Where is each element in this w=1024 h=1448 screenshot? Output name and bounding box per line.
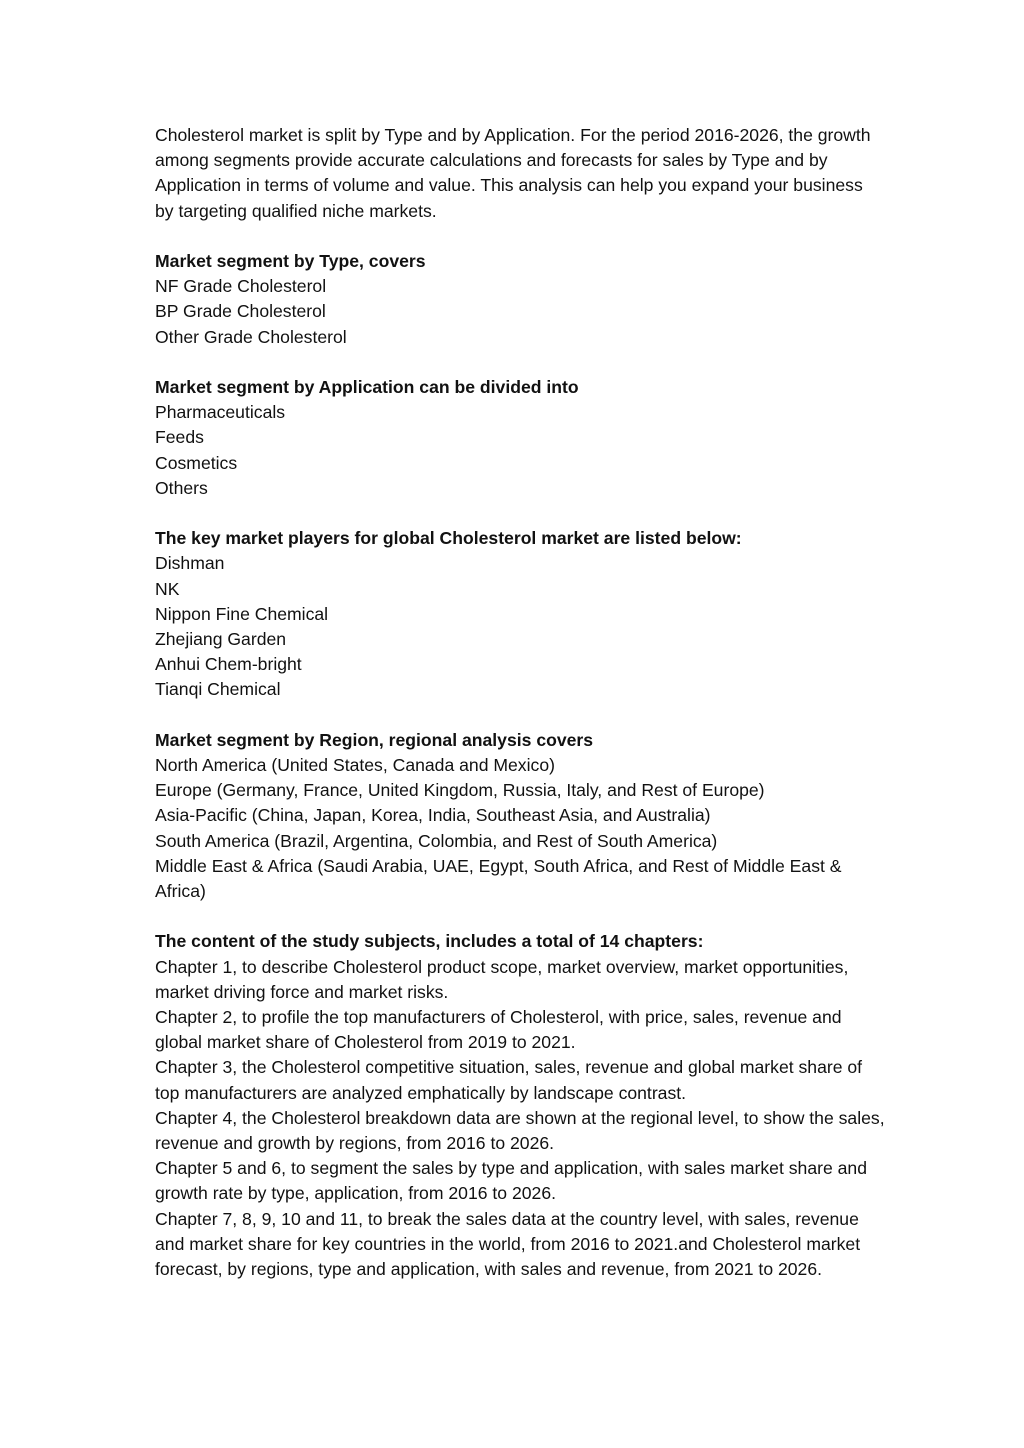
region-heading: Market segment by Region, regional analysis covers: [155, 729, 594, 750]
list-item: North America (United States, Canada and Mexico): [155, 755, 555, 776]
list-item: NF Grade Cholesterol: [155, 276, 327, 297]
list-item: Feeds: [155, 427, 204, 448]
list-item: Nippon Fine Chemical: [155, 603, 329, 624]
players-section: [155, 526, 885, 702]
list-item: Chapter 2, to profile the top manufacturers of Cholesterol, with price, sales, revenue and global market share of Cholesterol from 2019 to 2021.: [155, 1007, 842, 1053]
list-item: Asia-Pacific (China, Japan, Korea, India, Southeast Asia, and Australia): [155, 805, 711, 826]
list-item: Europe (Germany, France, United Kingdom, Russia, Italy, and Rest of Europe): [155, 780, 765, 801]
list-item: Chapter 1, to describe Cholesterol product scope, market overview, market opportunities, market driving force and market risks.: [155, 956, 849, 1002]
list-item: Tianqi Chemical: [155, 679, 281, 700]
intro-paragraph: Cholesterol market is split by Type and by Application. For the period 2016-2026, the growth among segments provide accurate calculations and forecasts for sales by Type and by Application in terms of volume and value. This analysis can help you expand your business by targeting qualified niche markets.: [155, 125, 871, 221]
list-item: Chapter 7, 8, 9, 10 and 11, to break the sales data at the country level, with sales, revenue and market share for key countries in the world, from 2016 to 2021.and Cholesterol market forecast, by regions, type and application, with sales and revenue, from 2021 to 2026.: [155, 1208, 861, 1280]
chapters-heading: The content of the study subjects, includes a total of 14 chapters:: [155, 931, 704, 952]
list-item: Dishman: [155, 553, 225, 574]
list-item: Others: [155, 477, 208, 498]
type-heading: Market segment by Type, covers: [155, 251, 426, 271]
list-item: Pharmaceuticals: [155, 402, 286, 423]
list-item: Anhui Chem-bright: [155, 654, 302, 675]
list-item: Chapter 4, the Cholesterol breakdown data are shown at the regional level, to show the sales, revenue and growth by regions, from 2016 to 2026.: [155, 1107, 885, 1154]
application-heading: Market segment by Application can be divided into: [155, 377, 579, 397]
list-item: NK: [155, 578, 180, 599]
region-section: [155, 728, 885, 904]
list-item: South America (Brazil, Argentina, Colombia, and Rest of South America): [155, 830, 718, 851]
list-item: Chapter 5 and 6, to segment the sales by type and application, with sales market share and growth rate by type, application, from 2016 to 2026.: [155, 1158, 867, 1204]
region-list: [155, 753, 885, 904]
players-list: [155, 551, 885, 702]
type-list: [155, 274, 885, 350]
document-page: [155, 123, 885, 1282]
list-item: Zhejiang Garden: [155, 629, 287, 650]
list-item: Chapter 3, the Cholesterol competitive situation, sales, revenue and global market share of top manufacturers are analyzed emphatically by landscape contrast.: [155, 1057, 863, 1103]
chapters-section: [155, 929, 885, 1282]
list-item: BP Grade Cholesterol: [155, 301, 326, 322]
application-section: [155, 375, 885, 501]
list-item: Cosmetics: [155, 452, 238, 473]
list-item: Other Grade Cholesterol: [155, 326, 347, 347]
players-heading: The key market players for global Cholesterol market are listed below:: [155, 528, 742, 549]
application-list: [155, 400, 885, 501]
chapters-list: [155, 955, 885, 1283]
type-section: [155, 249, 885, 350]
list-item: Middle East & Africa (Saudi Arabia, UAE, Egypt, South Africa, and Rest of Middle East & Africa): [155, 855, 842, 902]
